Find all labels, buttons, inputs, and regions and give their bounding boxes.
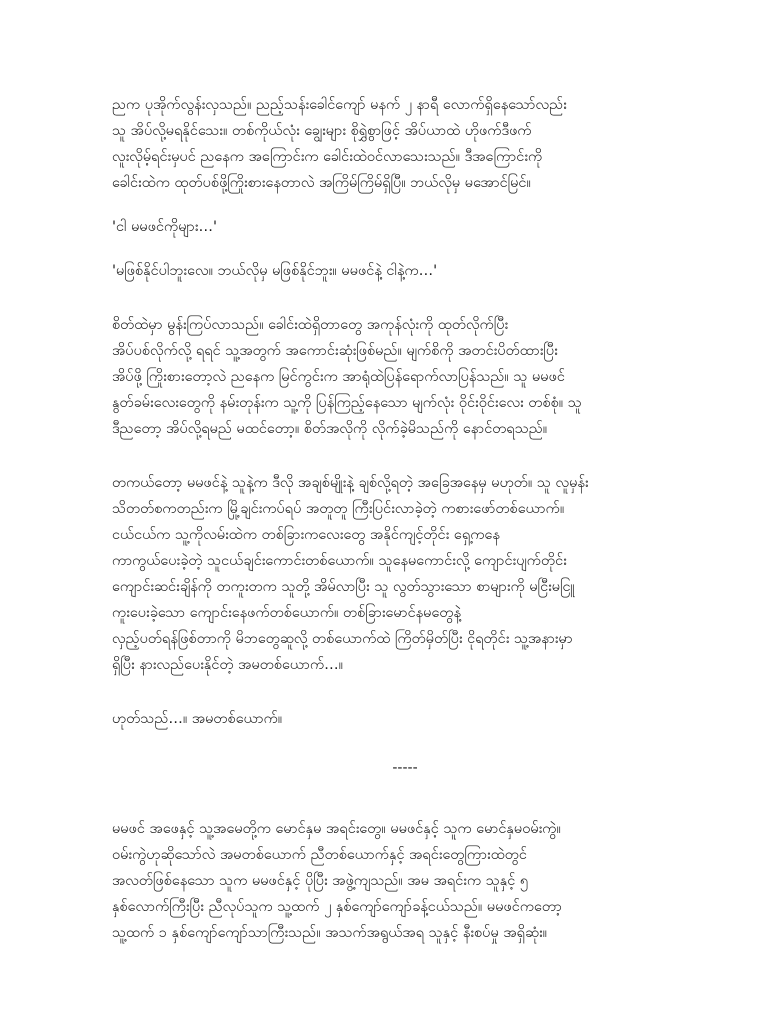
closing-paragraph — [112, 816, 658, 946]
text-line: အလတ်ဖြစ်နေသော သူက မမဖင်နှင့် ပိုပြီး အဖွဲ့ကျသည်။ အမ အရင်းက သူနှင့် ၅ — [112, 873, 529, 889]
text-line: လှည့်ပတ်ရန်ဖြစ်တာကို မိဘတွေဆူလို့ တစ်ယောက်ထဲ ကြိတ်မှိတ်ပြီး ငိုရတိုင်း သူ့အနားမှာ — [112, 631, 573, 647]
text-line: ရှိပြီး နားလည်ပေးနိုင်တဲ့ အမတစ်ယောက်…။ — [112, 657, 344, 673]
text-line: သူ့ထက် ၁ နှစ်ကျော်ကျော်သာကြီးသည်။ အသက်အရွယ်အရ သူနှင့် နီးစပ်မှု အရှိဆုံး။ — [112, 925, 548, 941]
text-line: လူးလိုမ့်ရင်းမှပင် ညနေက အကြောင်းက ခေါင်းထဲဝင်လာသေးသည်။ ဒီအကြောင်းကို — [112, 149, 543, 165]
text-line: ဒီညတော့ အိပ်လို့ရမည် မထင်တော့။ စိတ်အလိုကို လိုက်ခဲ့မိသည်ကို နောင်တရသည်။ — [112, 421, 548, 437]
text-line: အိပ်ပစ်လိုက်လို့ ရရင် သူ့အတွက် အကောင်းဆုံးဖြစ်မည်။ မျက်စိကို အတင်းပိတ်ထားပြီး — [112, 343, 558, 359]
text-line: အိပ်ဖို့ ကြိုးစားတော့လဲ ညနေက မြင်ကွင်းက အာရုံထဲပြန်ရောက်လာပြန်သည်။ သူ မမဖင် — [112, 369, 565, 385]
text-line: မမဖင် အဖေနှင့် သူ့အမေတို့က မောင်နှမ အရင်းတွေ။ မမဖင်နှင့် သူက မောင်နှမဝမ်းကွဲ။ — [112, 821, 561, 837]
text-line: စိတ်ထဲမှာ မွန်းကြပ်လာသည်။ ခေါင်းထဲရှိတာတွေ အကုန်လုံးကို ထုတ်လိုက်ပြီး — [112, 317, 509, 333]
paragraph-4 — [112, 312, 658, 442]
text-line: ကာကွယ်ပေးခဲ့တဲ့ သူငယ်ချင်းကောင်းတစ်ယောက်။ သူနေမကောင်းလို့ ကျောင်းပျက်တိုင်း — [112, 553, 567, 569]
text-line: ခေါင်းထဲက ထုတ်ပစ်ဖို့ကြိုးစားနေတာလဲ အကြိမ်ကြိမ်ရှိပြီ။ ဘယ်လိုမှ မအောင်မြင်။ — [112, 175, 531, 191]
paragraph-1 — [112, 92, 658, 196]
paragraph-3-dialogue — [112, 258, 658, 284]
text-line: 'မဖြစ်နိုင်ပါဘူးလေ။ ဘယ်လိုမှ မဖြစ်နိုင်ဘူး။ မမဖင်နဲ့ ငါနဲ့က…' — [112, 263, 438, 279]
text-line: ဝမ်းကွဲဟုဆိုသော်လဲ အမတစ်ယောက် ညီတစ်ယောက်နှင့် အရင်းတွေကြားထဲတွင် — [112, 847, 527, 863]
text-line: 'ငါ မမဖင်ကိုများ…' — [112, 219, 217, 235]
text-line: ဟုတ်သည်…။ အမတစ်ယောက်။ — [112, 711, 283, 727]
text-line: တကယ်တော့ မမဖင်နဲ့ သူနဲ့က ဒီလို အချစ်မျိုးနဲ့ ချစ်လို့ရတဲ့ အခြေအနေမှ မဟုတ်။ သူ လူမှန်း — [112, 475, 589, 491]
text-line: သူ အိပ်လို့မရနိုင်သေး။ တစ်ကိုယ်လုံး ချွေးများ စိုရွှဲစွာဖြင့် အိပ်ယာထဲ ဟိုဖက်ဒီဖက် — [112, 123, 532, 139]
text-line: သိတတ်စကတည်းက မြို့ချင်းကပ်ရပ် အတူတူ ကြီးပြင်းလာခဲ့တဲ့ ကစားဖော်တစ်ယောက်။ — [112, 501, 565, 517]
paragraph-5 — [112, 470, 658, 678]
section-separator: ----- — [392, 760, 418, 776]
text-line: ကျောင်းဆင်းချိန်ကို တကူးတက သူတို့ အိမ်လာပြီး သူ လွတ်သွားသော စာများကို မငြီးမငြူ — [112, 579, 575, 595]
text-line: ကူးပေးခဲ့သော ကျောင်းနေဖက်တစ်ယောက်။ တစ်ခြားမောင်နမတွေနဲ့ — [112, 605, 461, 621]
text-line: နွတ်ခမ်းလေးတွေကို နမ်းတုန်းက သူ့ကို ပြန်ကြည့်နေသော မျက်လုံး ဝိုင်းဝိုင်းလေး တစ်စုံ။ သူ — [112, 395, 582, 411]
paragraph-6 — [112, 706, 658, 732]
text-line: ငယ်ငယ်က သူ့ကိုလမ်းထဲက တစ်ခြားကလေးတွေ အနိုင်ကျင့်တိုင်း ရှေ့ကနေ — [112, 527, 500, 543]
text-line: ညက ပုအိုက်လွန်းလှသည်။ ညည့်သန်းခေါင်ကျော် မနက် ၂ နာရီ လောက်ရှိနေသော်လည်း — [112, 97, 567, 113]
paragraph-2-dialogue — [112, 214, 658, 240]
text-line: နှစ်လောက်ကြီးပြီး ညီလုပ်သူက သူ့ထက် ၂ နှစ်ကျော်ကျော်ခန့်ငယ်သည်။ မမဖင်ကတော့ — [112, 899, 562, 915]
